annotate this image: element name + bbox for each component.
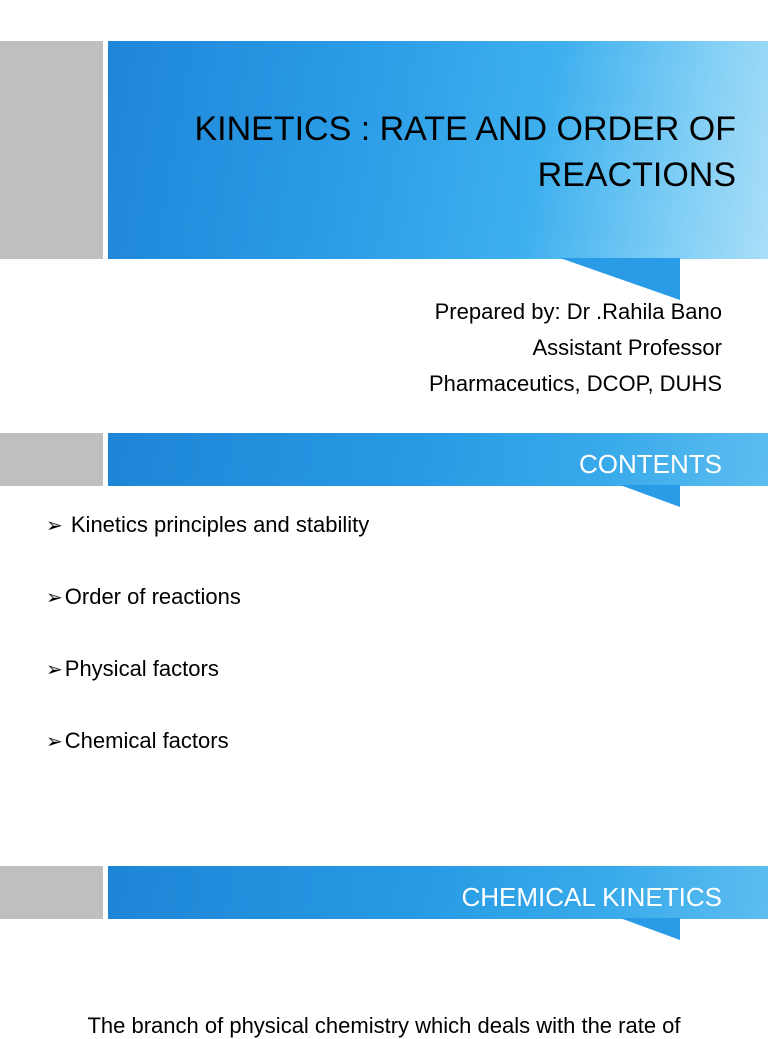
slide-title — [96, 106, 736, 198]
arrow-bullet-icon: ➢ — [46, 586, 63, 609]
list-item-text: Kinetics principles and stability — [64, 512, 370, 537]
list-item — [46, 512, 369, 538]
author-info — [429, 294, 722, 402]
kinetics-header: CHEMICAL KINETICS — [461, 882, 722, 912]
list-item-text: Order of reactions — [64, 584, 241, 609]
list-item — [46, 656, 219, 682]
author-department: Pharmaceutics, DCOP, DUHS — [428, 371, 722, 396]
title-line-1: KINETICS : RATE AND ORDER OF — [194, 110, 736, 148]
title-line-2: REACTIONS — [537, 156, 736, 194]
kinetics-body-text: The branch of physical chemistry which deals with the rate of — [87, 1013, 681, 1038]
contents-header: CONTENTS — [579, 449, 722, 479]
author-position: Assistant Professor — [532, 335, 722, 360]
list-item-text: Physical factors — [64, 656, 219, 681]
list-item — [46, 584, 241, 610]
header-tail — [620, 485, 682, 509]
arrow-bullet-icon: ➢ — [46, 514, 63, 537]
arrow-bullet-icon: ➢ — [46, 730, 63, 753]
arrow-bullet-icon: ➢ — [46, 658, 63, 681]
grey-side-block — [0, 41, 103, 259]
list-item-text: Chemical factors — [64, 728, 229, 753]
list-item — [46, 728, 229, 754]
prepared-by: Prepared by: Dr .Rahila Bano — [434, 299, 722, 324]
grey-side-block — [0, 866, 103, 919]
header-tail — [620, 918, 682, 942]
grey-side-block — [0, 433, 103, 486]
